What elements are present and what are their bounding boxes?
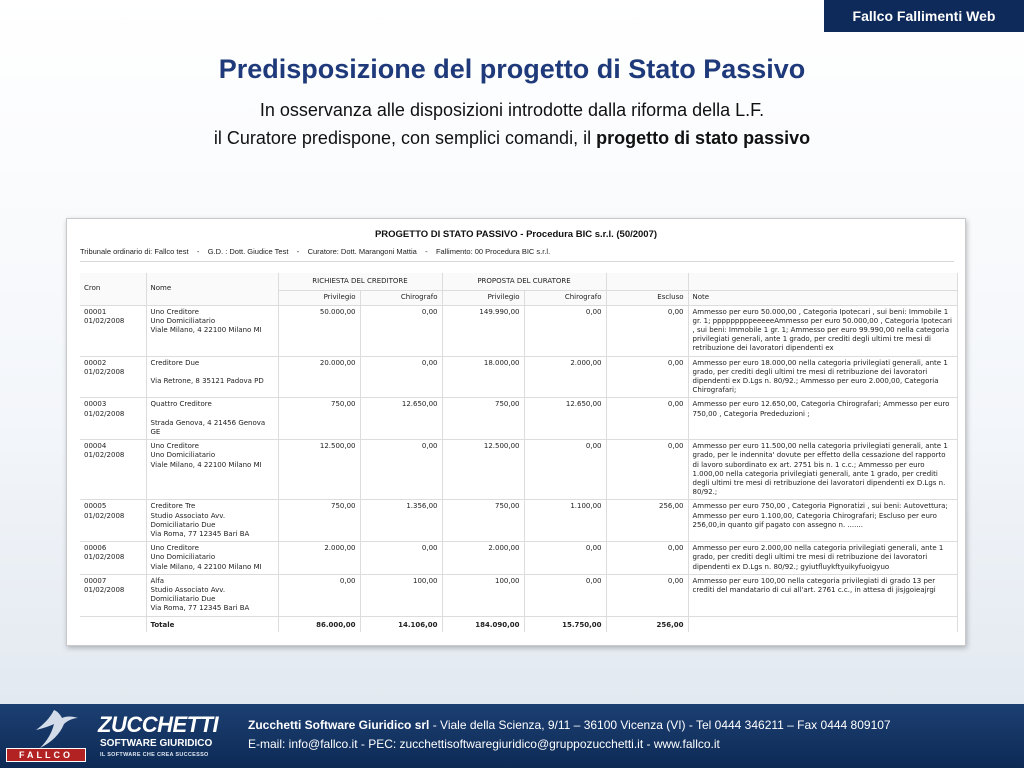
header-rich-chirografo: Chirografo bbox=[360, 290, 442, 305]
header-richiesta: RICHIESTA DEL CREDITORE bbox=[278, 273, 442, 290]
totals-row bbox=[80, 616, 958, 632]
subtitle-line-2-bold: progetto di stato passivo bbox=[596, 128, 811, 148]
cell-prop-privilegio: 18.000,00 bbox=[442, 356, 524, 398]
footer-address-line bbox=[248, 718, 891, 732]
totals-label: Totale bbox=[146, 616, 278, 632]
cell-rich-privilegio: 750,00 bbox=[278, 500, 360, 542]
cell-prop-chirografo: 12.650,00 bbox=[524, 398, 606, 440]
fallco-badge: FALLCO bbox=[6, 748, 86, 762]
total-escluso: 256,00 bbox=[606, 616, 688, 632]
cell-prop-chirografo: 1.100,00 bbox=[524, 500, 606, 542]
cell-nome: Uno Creditore Uno Domiciliatario Viale Milano, 4 22100 Milano MI bbox=[146, 542, 278, 575]
cell-nome: Uno Creditore Uno Domiciliatario Viale Milano, 4 22100 Milano MI bbox=[146, 440, 278, 500]
header-prop-privilegio: Privilegio bbox=[442, 290, 524, 305]
total-prop-chirografo: 15.750,00 bbox=[524, 616, 606, 632]
cell-rich-privilegio: 750,00 bbox=[278, 398, 360, 440]
header-spacer bbox=[688, 273, 958, 290]
cell-escluso: 0,00 bbox=[606, 356, 688, 398]
subtitle-line-2-prefix: il Curatore predispone, con semplici comandi, il bbox=[213, 128, 597, 148]
footer-bar bbox=[0, 704, 1024, 768]
footer-logo bbox=[0, 704, 238, 768]
document-info-line: Tribunale ordinario di: Fallco test - G.D. : Dott. Giudice Test - Curatore: Dott. Marangoni Mattia - Fallimento: 00 Procedura BIC s.r.l. bbox=[80, 247, 551, 256]
cell-note: Ammesso per euro 50.000,00 , Categoria Ipotecari , sui beni: Immobile 1 gr. 1; pppppppppeeeeeAmmesso per euro 50.000,00 , Categoria Ipotecari , sui beni: Immobile 1 gr. 1; Ammesso per euro 99.990,00 nella categoria privilegiati generali, ante 1 grado, per crediti degli ultimi tre mesi di retribuzione dei lavoratori dipendenti ex bbox=[688, 305, 958, 356]
table-row bbox=[80, 398, 958, 440]
cell-cron: 00004 01/02/2008 bbox=[80, 440, 146, 500]
cell-cron: 00007 01/02/2008 bbox=[80, 574, 146, 616]
table-row bbox=[80, 500, 958, 542]
cell-blank bbox=[688, 616, 958, 632]
header-spacer bbox=[606, 273, 688, 290]
cell-nome: Creditore Tre Studio Associato Avv. Domiciliatario Due Via Roma, 77 12345 Bari BA bbox=[146, 500, 278, 542]
header-nome: Nome bbox=[146, 273, 278, 305]
cell-prop-chirografo: 2.000,00 bbox=[524, 356, 606, 398]
cell-prop-chirografo: 0,00 bbox=[524, 305, 606, 356]
cell-prop-chirografo: 0,00 bbox=[524, 440, 606, 500]
cell-note: Ammesso per euro 100,00 nella categoria privilegiati di grado 13 per crediti del mandatario di cui all'art. 2761 c.c., in attesa di jisjgoieajrgi bbox=[688, 574, 958, 616]
document-divider bbox=[80, 261, 954, 262]
total-rich-privilegio: 86.000,00 bbox=[278, 616, 360, 632]
table-row bbox=[80, 440, 958, 500]
cell-prop-privilegio: 149.990,00 bbox=[442, 305, 524, 356]
cell-rich-privilegio: 20.000,00 bbox=[278, 356, 360, 398]
cell-rich-chirografo: 0,00 bbox=[360, 356, 442, 398]
header-note: Note bbox=[688, 290, 958, 305]
cell-blank bbox=[80, 616, 146, 632]
header-rich-privilegio: Privilegio bbox=[278, 290, 360, 305]
table-row bbox=[80, 574, 958, 616]
cell-prop-chirografo: 0,00 bbox=[524, 542, 606, 575]
table-row bbox=[80, 305, 958, 356]
header-cron: Cron bbox=[80, 273, 146, 305]
cell-cron: 00002 01/02/2008 bbox=[80, 356, 146, 398]
total-prop-privilegio: 184.090,00 bbox=[442, 616, 524, 632]
cell-rich-chirografo: 0,00 bbox=[360, 305, 442, 356]
footer-address: - Viale della Scienza, 9/11 – 36100 Vicenza (VI) - Tel 0444 346211 – Fax 0444 809107 bbox=[429, 718, 891, 732]
header-escluso: Escluso bbox=[606, 290, 688, 305]
zucchetti-logo: ZUCCHETTI bbox=[98, 712, 219, 737]
document-title: PROGETTO DI STATO PASSIVO - Procedura BIC s.r.l. (50/2007) bbox=[374, 229, 658, 240]
cell-cron: 00003 01/02/2008 bbox=[80, 398, 146, 440]
cell-cron: 00006 01/02/2008 bbox=[80, 542, 146, 575]
header-proposta: PROPOSTA DEL CURATORE bbox=[442, 273, 606, 290]
footer-company: Zucchetti Software Giuridico srl bbox=[248, 718, 430, 732]
cell-prop-privilegio: 100,00 bbox=[442, 574, 524, 616]
cell-note: Ammesso per euro 18.000,00 nella categoria privilegiati generali, ante 1 grado, per crediti degli ultimi tre mesi di retribuzione dei lavoratori dipendenti ex D.Lgs n. 80/92.; Ammesso per euro 2.000,00, Categoria Chirografari; bbox=[688, 356, 958, 398]
cell-cron: 00005 01/02/2008 bbox=[80, 500, 146, 542]
cell-prop-privilegio: 750,00 bbox=[442, 398, 524, 440]
stato-passivo-table bbox=[80, 273, 958, 632]
cell-note: Ammesso per euro 2.000,00 nella categoria privilegiati generali, ante 1 grado, per crediti degli ultimi tre mesi di retribuzione dei lavoratori dipendenti ex D.Lgs n. 80/92.; gyiutfluykftyuikyfuoigyuo bbox=[688, 542, 958, 575]
cell-prop-privilegio: 750,00 bbox=[442, 500, 524, 542]
cell-escluso: 0,00 bbox=[606, 440, 688, 500]
cell-prop-privilegio: 12.500,00 bbox=[442, 440, 524, 500]
subtitle-line-1: In osservanza alle disposizioni introdotte dalla riforma della L.F. bbox=[259, 100, 765, 120]
cell-rich-chirografo: 1.356,00 bbox=[360, 500, 442, 542]
cell-nome: Uno Creditore Uno Domiciliatario Viale Milano, 4 22100 Milano MI bbox=[146, 305, 278, 356]
cell-escluso: 0,00 bbox=[606, 305, 688, 356]
cell-escluso: 0,00 bbox=[606, 398, 688, 440]
total-rich-chirografo: 14.106,00 bbox=[360, 616, 442, 632]
zucchetti-tagline: IL SOFTWARE CHE CREA SUCCESSO bbox=[100, 752, 209, 758]
page-title: Predisposizione del progetto di Stato Passivo bbox=[218, 54, 806, 84]
footer-contacts-line: E-mail: info@fallco.it - PEC: zucchettisoftwaregiuridico@gruppozucchetti.it - www.fallco.it bbox=[248, 737, 720, 751]
cell-prop-chirografo: 0,00 bbox=[524, 574, 606, 616]
cell-nome: Creditore Due Via Retrone, 8 35121 Padova PD bbox=[146, 356, 278, 398]
brand-tag: Fallco Fallimenti Web bbox=[824, 0, 1024, 32]
header-prop-chirografo: Chirografo bbox=[524, 290, 606, 305]
cell-escluso: 0,00 bbox=[606, 574, 688, 616]
subtitle-line-2 bbox=[0, 128, 1024, 149]
cell-escluso: 0,00 bbox=[606, 542, 688, 575]
cell-note: Ammesso per euro 750,00 , Categoria Pignoratizi , sui beni: Autovettura; Ammesso per euro 1.100,00, Categoria Chirografari; Escluso per euro 256,00,in quanto gif pagato con assegno n. ....... bbox=[688, 500, 958, 542]
cell-rich-privilegio: 0,00 bbox=[278, 574, 360, 616]
cell-cron: 00001 01/02/2008 bbox=[80, 305, 146, 356]
cell-rich-privilegio: 50.000,00 bbox=[278, 305, 360, 356]
cell-rich-chirografo: 0,00 bbox=[360, 542, 442, 575]
cell-nome: Quattro Creditore Strada Genova, 4 21456 Genova GE bbox=[146, 398, 278, 440]
cell-rich-chirografo: 100,00 bbox=[360, 574, 442, 616]
table-row bbox=[80, 356, 958, 398]
cell-note: Ammesso per euro 11.500,00 nella categoria privilegiati generali, ante 1 grado, per le indennita' dovute per effetto della cessazione del rapporto di lavoro subordinato ex art. 2751 bis n. 1 c.c.; Ammesso per euro 1.000,00 nella categoria privilegiati generali, ante 1 grado, per crediti degli ultimi tre mesi di retribuzione dei lavoratori dipendenti ex D.Lgs n. 80/92.; bbox=[688, 440, 958, 500]
cell-rich-chirografo: 12.650,00 bbox=[360, 398, 442, 440]
cell-prop-privilegio: 2.000,00 bbox=[442, 542, 524, 575]
cell-rich-privilegio: 12.500,00 bbox=[278, 440, 360, 500]
cell-nome: Alfa Studio Associato Avv. Domiciliatario Due Via Roma, 77 12345 Bari BA bbox=[146, 574, 278, 616]
cell-rich-chirografo: 0,00 bbox=[360, 440, 442, 500]
fallco-bird-icon bbox=[30, 708, 80, 752]
zucchetti-logo-sub: SOFTWARE GIURIDICO bbox=[100, 738, 213, 749]
stato-passivo-document bbox=[66, 218, 966, 646]
cell-note: Ammesso per euro 12.650,00, Categoria Chirografari; Ammesso per euro 750,00 , Categoria Prededuzioni ; bbox=[688, 398, 958, 440]
table-body bbox=[80, 305, 958, 632]
table-row bbox=[80, 542, 958, 575]
cell-rich-privilegio: 2.000,00 bbox=[278, 542, 360, 575]
cell-escluso: 256,00 bbox=[606, 500, 688, 542]
